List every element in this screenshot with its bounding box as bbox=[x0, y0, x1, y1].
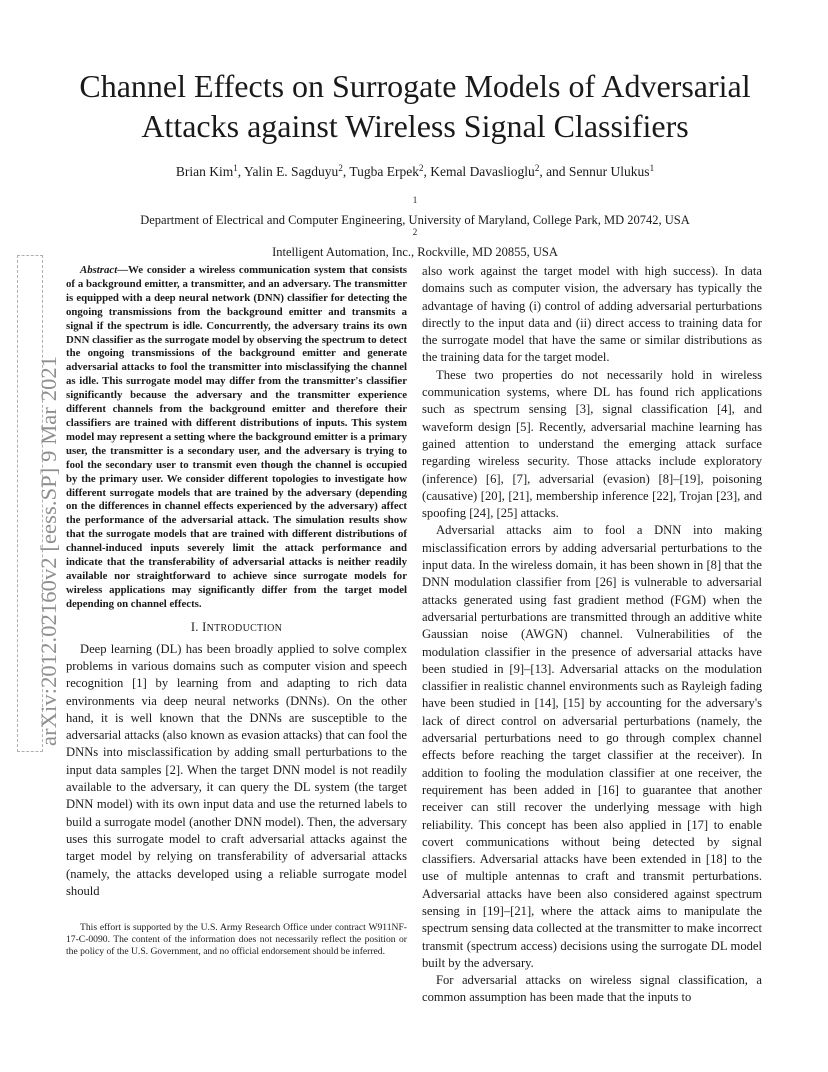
author-affiliation-mark: 1 bbox=[649, 163, 655, 173]
author-name: and Sennur Ulukus bbox=[546, 164, 650, 179]
affiliation-text: Department of Electrical and Computer Engineering, University of Maryland, College Park, MD 20742, USA bbox=[140, 213, 690, 227]
funding-footnote: This effort is supported by the U.S. Army Research Office under contract W911NF-17-C-0090. The content of the information does not necessarily reflect the position or the policy of the U.S. Government, and no official endorsement should be inferred. bbox=[66, 922, 407, 958]
intro-paragraph: Deep learning (DL) has been broadly applied to solve complex problems in various domains such as computer vision and speech recognition [1] by learning from and adapting to rich data environments via deep neural networks (DNNs). On the other hand, it is well known that the DNNs are susceptible to the adversarial attacks (also known as evasion attacks) that can fool the DNNs into misclassification by adding small perturbations to the input data samples [2]. When the target DNN model is not readily available to the adversary, it can query the DL system (the target DNN model) with its own input data and use the returned labels to build a surrogate model (another DNN model). Then, the adversary uses this surrogate model to craft adversarial attacks against the target model by relying on transferability of adversarial attacks (namely, the attacks developed using a reliable surrogate model should bbox=[66, 641, 407, 898]
author-name: Kemal Davaslioglu bbox=[430, 164, 535, 179]
affiliation-mark: 1 bbox=[412, 195, 418, 205]
author-name: Tugba Erpek bbox=[349, 164, 419, 179]
section-title-rest: NTRODUCTION bbox=[206, 622, 283, 634]
author-affiliation-mark: 2 bbox=[418, 163, 424, 173]
paper-title-line-1: Channel Effects on Surrogate Models of Adversarial bbox=[79, 68, 751, 104]
section-number: I. bbox=[190, 619, 203, 634]
abstract-label: Abstract bbox=[80, 264, 118, 276]
affiliation-line bbox=[40, 196, 790, 228]
author-affiliation-mark: 1 bbox=[233, 163, 238, 173]
left-column bbox=[66, 264, 407, 900]
paper-title bbox=[40, 66, 790, 146]
author-name: Brian Kim bbox=[175, 164, 234, 179]
abstract-text: —We consider a wireless communication system that consists of a background emitter, a transmitter, and an adversary. The transmitter is equipped with a deep neural network (DNN) classifier for detecting the ongoing transmissions from the background emitter and transmits a signal if the spectrum is idle. Concurrently, the adversary trains its own DNN classifier as the surrogate model by observing the spectrum to detect the ongoing transmissions of the background emitter and generate adversarial attacks to fool the transmitter into misclassifying the channel as idle. This surrogate model may differ from the transmitter's classifier significantly because the adversary and the transmitter experience different channels from the background emitter and therefore their classifiers are trained with different distributions of inputs. This system model may represent a setting where the background emitter is a primary user, the transmitter is a secondary user, and the adversary is trying to fool the secondary user to transmit even though the channel is occupied by the primary user. We consider different topologies to investigate how different surrogate models that are trained by the adversary (depending on the differences in channel effects experienced by the adversary) affect the performance of the adversarial attack. The simulation results show that the surrogate models that are trained with different distributions of channel-induced inputs severely limit the attack performance and indicate that the transferability of adversarial attacks is neither readily available nor straightforward to achieve since surrogate models for wireless applications may significantly differ from the target model depending on channel effects. bbox=[66, 264, 407, 610]
body-paragraph: For adversarial attacks on wireless signal classification, a common assumption has been made that the inputs to bbox=[422, 973, 762, 1005]
body-paragraph: Adversarial attacks aim to fool a DNN into making misclassification errors by adding adversarial perturbations to the input data. In the wireless domain, it has been shown in [8] that the DNN modulation classifier from [26] is vulnerable to adversarial attacks generated using fast gradient method (FGM) when the adversarial perturbations are transmitted through an additive white Gaussian noise (AWGN) channel. Vulnerabilities of the modulation classifier in the presence of adversarial attacks have been studied in [9]–[13]. Adversarial attacks on the modulation classifier in realistic channel environments such as Rayleigh fading have been studied in [14], [15] by accounting for the adversary's lack of direct control on adversarial perturbations (namely, the adversarial perturbations need to go through complex channel effects before reaching the target classifier at the receiver). In addition to fooling the modulation classifier at one receiver, the requirement has been added in [16] to guarantee that another receiver can still recover the underlying message with high reliability. This concept has been also applied in [17] to enable covert communications without being detected by signal classifiers. Adversarial attacks have been extended in [18] to the use of multiple antennas to craft and transmit perturbations. Adversarial attacks have been also considered against spectrum sensing in [19]–[21], where the attack aims to manipulate the spectrum sensing data collected at the transmitter to make incorrect transmit (spectrum access) decisions using the surrogate DL model built by the adversary. bbox=[422, 523, 762, 970]
affiliation-line bbox=[40, 228, 790, 260]
section-title-initial: I bbox=[202, 619, 207, 634]
paper-title-line-2: Attacks against Wireless Signal Classifiers bbox=[141, 108, 689, 144]
author-list: Brian Kim$^1$, Yalin E. Sagduyu$^2$, Tugba Erpek$^2$, Kemal Davaslioglu$^2$, and Sennur Ulukus$^1$ bbox=[175, 163, 655, 179]
abstract bbox=[66, 264, 407, 612]
affiliations bbox=[40, 196, 790, 260]
affiliation-text: Intelligent Automation, Inc., Rockville, MD 20855, USA bbox=[272, 245, 558, 259]
right-column bbox=[422, 263, 762, 1007]
author-affiliation-mark: 2 bbox=[534, 163, 540, 173]
body-paragraph: also work against the target model with high success). In data domains such as computer vision, the adversary has typically the advantage of having (i) control of adding adversarial perturbations directly to the input data and (ii) direct access to training data for the surrogate model that have the same or similar distributions as the training data for the target model. bbox=[422, 264, 762, 365]
affiliation-mark: 2 bbox=[412, 227, 418, 237]
author-name: Yalin E. Sagduyu bbox=[244, 164, 339, 179]
section-heading-introduction bbox=[66, 619, 407, 637]
arxiv-identifier[interactable]: arXiv:2012.02160v2 [eess.SP] 9 Mar 2021 bbox=[36, 355, 61, 746]
body-paragraph: These two properties do not necessarily hold in wireless communication systems, where DL has found rich applications such as spectrum sensing [3], signal classification [4], and waveform design [5]. Recently, adversarial machine learning has gained attention to understand the emerging attack surface regarding wireless security. Those attacks include exploratory (inference) [6], [7], adversarial (evasion) [8]–[19], poisoning (causative) [20], [21], membership inference [22], Trojan [23], and spoofing [24], [25] attacks. bbox=[422, 367, 762, 521]
author-affiliation-mark: 2 bbox=[338, 163, 343, 173]
